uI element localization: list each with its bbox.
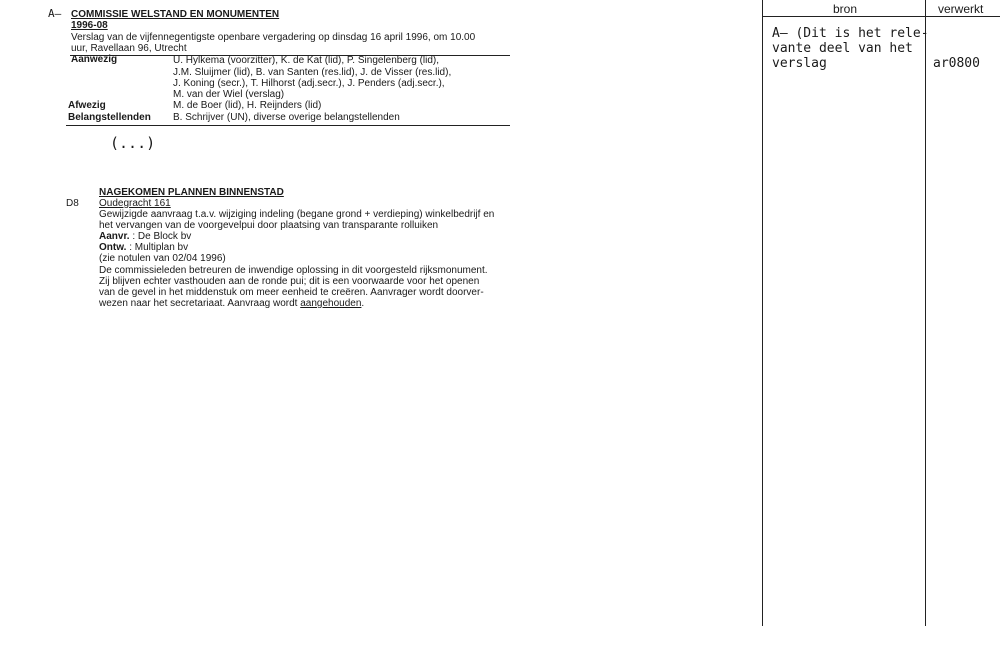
present-line: U. Hylkema (voorzitter), K. de Kat (lid), P. Singelenberg (lid), [173,55,440,66]
stakeholders-text: B. Schrijver (UN), diverse overige belangstellenden [173,112,400,123]
decision-text: aangehouden [300,298,362,309]
report-line-2: uur, Ravellaan 96, Utrecht [71,43,187,54]
description-line-1: Gewijzigde aanvraag t.a.v. wijziging indeling (begane grond + verdieping) winkelbedrijf en [99,209,495,220]
body-line-2: Zij blijven echter vasthouden aan de ronde pui; dit is een voorwaarde voor het openen [99,276,480,287]
applicant-value: : De Block bv [132,231,192,242]
body-line-3: van de gevel in het middenstuk om meer eenheid te creëren. Aanvrager wordt doorver- [99,287,484,298]
source-note-line: verslag [772,56,827,71]
item-code: D8 [66,198,79,209]
source-note-line: A– (Dit is het rele- [772,26,929,41]
designer-label: Ontw. [99,242,127,253]
sidebar-header-rule [762,16,1000,17]
designer-value: : Multiplan bv [129,242,189,253]
attendance-rule [66,125,510,126]
designer-row [99,242,188,253]
reference-note: (zie notulen van 02/04 1996) [99,253,226,264]
applicant-row [99,231,191,242]
present-line: M. van der Wiel (verslag) [173,89,285,100]
section-title: NAGEKOMEN PLANNEN BINNENSTAD [99,187,284,198]
sidebar-left-border [762,0,763,626]
header-marker: A– [48,7,62,20]
body-line-4-end: . [361,298,365,309]
column-header-verwerkt: verwerkt [938,2,984,16]
present-label: Aanwezig [71,54,118,65]
absent-text: M. de Boer (lid), H. Reijnders (lid) [173,100,322,111]
body-line-4 [99,298,364,309]
body-line-4-text: wezen naar het secretariaat. Aanvraag wordt [99,298,301,309]
source-note-line: vante deel van het [772,41,913,56]
item-address: Oudegracht 161 [99,198,171,209]
description-line-2: het vervangen van de voorgevelpui door plaatsing van transparante rolluiken [99,220,439,231]
document-title: COMMISSIE WELSTAND EN MONUMENTEN [71,9,280,20]
document-number: 1996-08 [71,20,108,31]
absent-label: Afwezig [68,100,106,111]
applicant-label: Aanvr. [99,231,130,242]
report-line-1: Verslag van de vijfennegentigste openbare vergadering op dinsdag 16 april 1996, om 10.00 [71,32,476,43]
processed-code: ar0800 [933,56,980,71]
stakeholders-label: Belangstellenden [68,112,151,123]
ellipsis: (...) [110,134,156,152]
present-line: J.M. Sluijmer (lid), B. van Santen (res.lid), J. de Visser (res.lid), [173,67,452,78]
sidebar-column-divider [925,0,926,626]
present-line: J. Koning (secr.), T. Hilhorst (adj.secr.), J. Penders (adj.secr.), [173,78,445,89]
column-header-bron: bron [833,2,858,16]
body-line-1: De commissieleden betreuren de inwendige oplossing in dit voorgesteld rijksmonument. [99,265,488,276]
